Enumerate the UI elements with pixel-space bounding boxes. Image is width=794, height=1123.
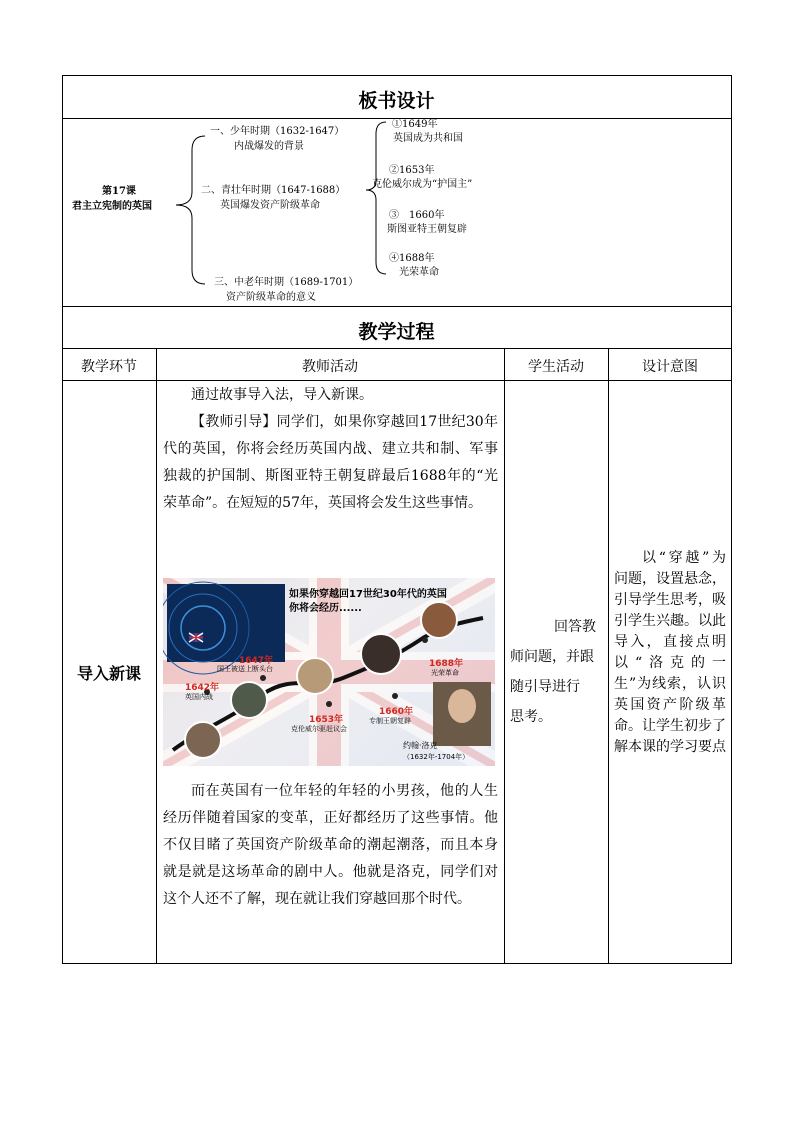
- board-branch-1-title: 一、少年时期（1632-1647）: [210, 126, 345, 137]
- process-title: 教学过程: [358, 321, 435, 343]
- teacher-text-bottom: [163, 778, 498, 913]
- board-event-4-year: ④1688年: [389, 253, 435, 264]
- board-branch-2-title: 二、青壮年时期（1647-1688）: [201, 185, 346, 196]
- col-divider: [156, 348, 157, 964]
- board-event-3-year: ③ 1660年: [389, 210, 445, 221]
- stage-label: 导入新课: [76, 664, 141, 683]
- event-photo-1647: [231, 682, 267, 718]
- header-student-activity: 学生活动: [528, 359, 584, 375]
- event-label-1653: 克伦威尔驱赶议会: [291, 725, 347, 733]
- event-year-1642: 1642年: [185, 683, 220, 693]
- board-event-1-label: 英国成为共和国: [393, 133, 463, 144]
- event-photo-1660: [361, 634, 401, 674]
- slide-heading-line2: 你将会经历......: [289, 603, 362, 614]
- student-line: 师问题，并跟: [510, 649, 594, 665]
- teacher-paragraph: 【教师引导】同学们，如果你穿越回17世纪30年代的英国，你将会经历英国内战、建立共和制、军事独裁的护国制、斯图亚特王朝复辟最后1688年的“光荣革命”。在短短的57年，英国将会发生这些事情。: [163, 414, 498, 511]
- event-label-1647: 国王被送上断头台: [217, 665, 273, 673]
- event-photo-1653: [297, 658, 333, 694]
- col-divider: [608, 348, 609, 964]
- row-divider: [62, 306, 732, 307]
- board-lesson-number: 第17课: [102, 186, 136, 197]
- event-year-1660: 1660年: [379, 707, 414, 717]
- header-teacher-activity: 教师活动: [302, 359, 358, 375]
- teacher-text-top: [163, 382, 498, 517]
- timeline-slide-image: [163, 578, 495, 766]
- student-line: 回答教: [554, 619, 596, 635]
- board-title: 板书设计: [358, 90, 435, 112]
- student-line: 思考。: [510, 709, 552, 725]
- event-year-1647: 1647年: [239, 656, 274, 666]
- row-divider: [62, 380, 732, 381]
- teacher-paragraph: 而在英国有一位年轻的年轻的小男孩，他的人生经历伴随着国家的变革，正好都经历了这些事情。他不仅目睹了英国资产阶级革命的潮起潮落，而且本身就是就是这场革命的剧中人。他就是洛克，同学们对这个人还不了解，现在就让我们穿越回那个时代。: [163, 783, 498, 907]
- board-event-3-label: 斯图亚特王朝复辟: [387, 224, 467, 235]
- board-event-1-year: ①1649年: [392, 119, 438, 130]
- board-branch-3-subtitle: 资产阶级革命的意义: [226, 292, 316, 303]
- board-event-4-label: 光荣革命: [399, 267, 439, 278]
- board-branch-3-title: 三、中老年时期（1689-1701）: [214, 277, 359, 288]
- event-label-1642: 英国内战: [185, 693, 213, 701]
- board-branch-2-subtitle: 英国爆发资产阶级革命: [220, 200, 320, 211]
- event-photo-1688: [421, 602, 457, 638]
- student-activity-text: [510, 612, 602, 732]
- portrait-years: （1632年-1704年）: [403, 753, 470, 761]
- design-intent-text: 以“穿越”为问题，设置悬念，引导学生思考，吸引学生兴趣。以此导入，直接点明以“洛克的一生”为线索，认识英国资产阶级革命。让学生初步了解本课的学习要点: [614, 550, 726, 755]
- event-year-1688: 1688年: [429, 659, 464, 669]
- event-label-1660: 专制王朝复辟: [369, 717, 411, 725]
- event-year-1653: 1653年: [309, 715, 344, 725]
- col-divider: [504, 348, 505, 964]
- student-line: 随引导进行: [510, 679, 580, 695]
- board-lesson-title: 君主立宪制的英国: [72, 201, 152, 212]
- board-branch-1-subtitle: 内战爆发的背景: [234, 141, 304, 152]
- event-label-1688: 光荣革命: [431, 669, 459, 677]
- board-event-2-label: 克伦威尔成为“护国主”: [372, 179, 473, 190]
- header-design-intent: 设计意图: [642, 359, 698, 375]
- portrait-name: 约翰·洛克: [403, 741, 438, 750]
- teacher-paragraph: 通过故事导入法，导入新课。: [191, 387, 373, 403]
- event-photo-1642: [185, 722, 221, 758]
- row-divider: [62, 348, 732, 349]
- space-panel: [167, 584, 285, 662]
- slide-heading-line1: 如果你穿越回17世纪30年代的英国: [289, 589, 447, 600]
- board-event-2-year: ②1653年: [389, 165, 435, 176]
- header-stage: 教学环节: [81, 359, 137, 375]
